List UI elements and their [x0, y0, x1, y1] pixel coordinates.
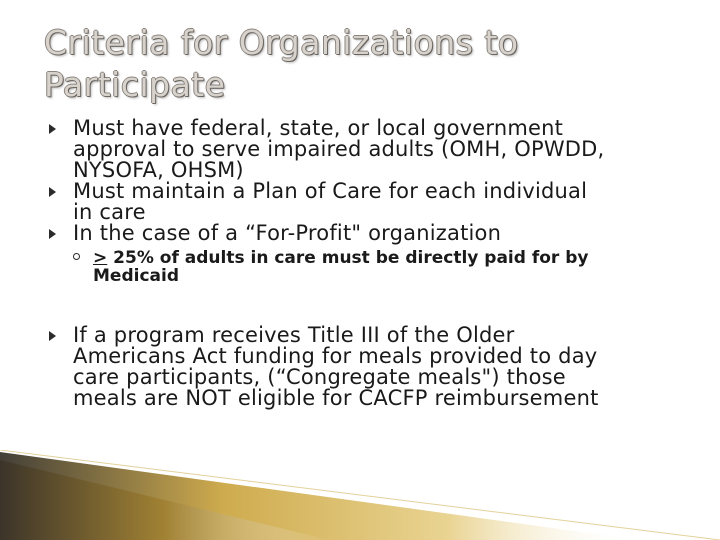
bullet-text-line: If a program receives Title III of the Older [73, 323, 515, 347]
sub-bullet-text: 25% of adults in care must be directly paid for by [107, 248, 589, 268]
bullet-item-for-profit [48, 223, 688, 244]
triangle-bullet-icon [49, 331, 56, 341]
slide-title [44, 22, 684, 106]
bullet-text-line: Americans Act funding for meals provided to day [73, 344, 598, 368]
gold-swoosh-decoration [0, 450, 720, 540]
triangle-bullet-icon [49, 229, 56, 239]
bullet-list [48, 118, 688, 409]
circle-bullet-icon [73, 253, 80, 260]
bullet-text-line: Must have federal, state, or local government [73, 116, 564, 140]
title-line-1: Criteria for Organizations to [44, 23, 519, 62]
sub-bullet-text-line: Medicaid [93, 266, 179, 286]
sub-bullet-medicaid [48, 249, 688, 285]
bullet-item-approval [48, 118, 688, 181]
bullet-item-title-iii [48, 325, 688, 409]
triangle-bullet-icon [49, 124, 56, 134]
bullet-text-line: In the case of a “For-Profit" organization [73, 221, 502, 245]
bullet-text-line: care participants, (“Congregate meals") those [73, 365, 566, 389]
bullet-text-line: in care [73, 200, 146, 224]
bullet-text-line: approval to serve impaired adults (OMH, OPWDD, [73, 137, 605, 161]
greater-equal-symbol: > [93, 248, 108, 268]
bullet-text-line: NYSOFA, OHSM) [73, 158, 244, 182]
title-line-2: Participate [44, 65, 226, 104]
bullet-text-line: meals are NOT eligible for CACFP reimbursement [73, 386, 599, 410]
bullet-text-line: Must maintain a Plan of Care for each individual [73, 179, 588, 203]
triangle-bullet-icon [49, 187, 56, 197]
bullet-item-plan-of-care [48, 181, 688, 223]
